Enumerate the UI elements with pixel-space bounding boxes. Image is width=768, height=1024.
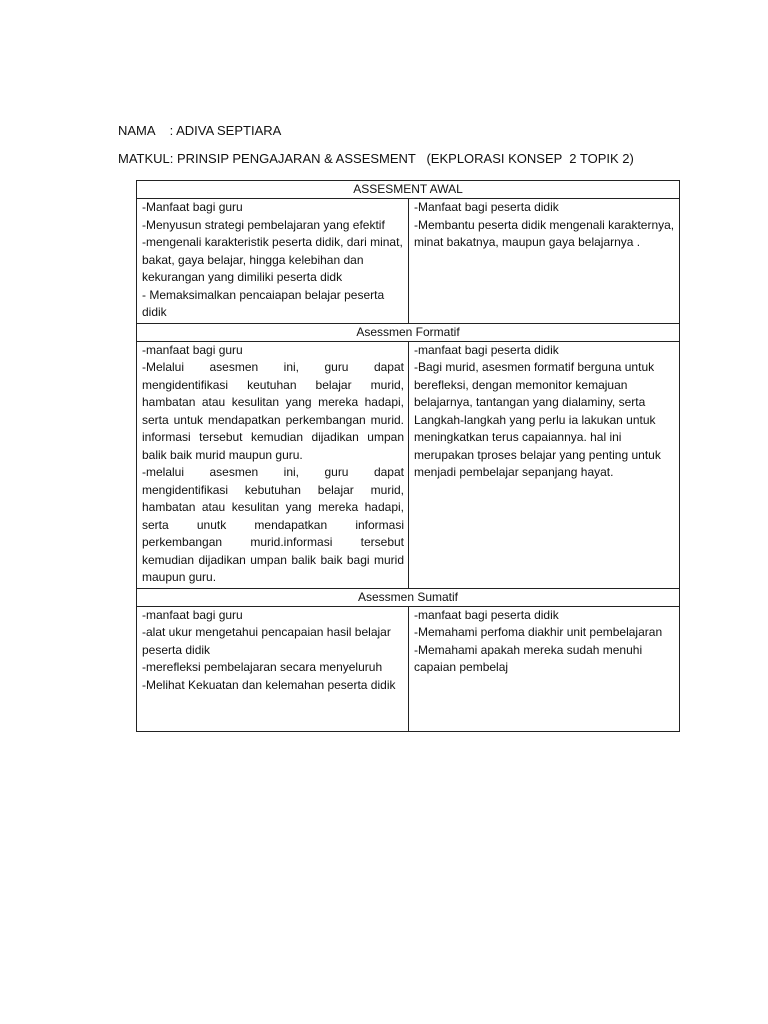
cell-line: -manfaat bagi guru — [142, 342, 243, 357]
cell-line: -Melihat Kekuatan dan kelemahan peserta didik — [142, 677, 396, 692]
teacher-benefits-cell — [137, 341, 409, 588]
cell-line: -Bagi murid, asesmen formatif berguna untuk berefleksi, dengan memonitor kemajuan belajarnya, tantangan yang dialaminy, serta Langkah-langkah yang perlu ia lakukan untuk meningkatkan terus capaiannya. hal ini merupakan tproses belajar yang penting untuk menjadi pembelajar sepanjang hayat. — [414, 360, 661, 479]
student-benefits-cell — [409, 606, 680, 731]
teacher-benefits-cell — [137, 199, 409, 324]
cell-line: -manfaat bagi peserta didik — [414, 342, 559, 357]
cell-line: -Menyusun strategi pembelajaran yang efektif — [142, 217, 385, 232]
cell-line: -melalui asesmen ini, guru dapat mengidentifikasi kebutuhan belajar murid, hambatan atau kesulitan yang mereka hadapi, serta unutk mendapatkan informasi perkembangan murid.informasi tersebut kemudian dijadikan umpan balik baik bagi murid maupun guru. — [142, 465, 404, 584]
section-header-row — [137, 181, 680, 199]
cell-line: -Manfaat bagi peserta didik — [414, 200, 559, 214]
cell-line: -Manfaat bagi guru — [142, 200, 243, 214]
name-value: : ADIVA SEPTIARA — [169, 123, 282, 138]
cell-line: -Melalui asesmen ini, guru dapat mengidentifikasi keutuhan belajar murid, hambatan atau kesulitan yang mereka hadapi, serta untuk mendapatkan perkembangan murid. informasi tersebut kemudian dijadikan umpan balik baik murid maupun guru. — [142, 360, 404, 462]
cell-line: -Memahami perfoma diakhir unit pembelajaran — [414, 625, 663, 639]
course-line: MATKUL: PRINSIP PENGAJARAN & ASSESMENT (EKPLORASI KONSEP 2 TOPIK 2) — [118, 151, 634, 166]
teacher-benefits-cell — [137, 606, 409, 731]
student-benefits-cell — [409, 199, 680, 324]
section-title-assesment-awal: ASSESMENT AWAL — [137, 181, 680, 199]
cell-line: -Memahami apakah mereka sudah menuhi capaian pembelaj — [414, 642, 643, 674]
cell-line: -alat ukur mengetahui pencapaian hasil belajar peserta didik — [142, 625, 391, 657]
section-content-row — [137, 606, 680, 731]
cell-line: -mengenali karakteristik peserta didik, dari minat, bakat, gaya belajar, hingga kelebihan dan kekurangan yang dimiliki peserta didk — [142, 235, 403, 284]
cell-line: -Membantu peserta didik mengenali karakternya, minat bakatnya, maupun gaya belajarnya . — [414, 217, 675, 249]
section-title-asessmen-formatif: Asessmen Formatif — [137, 323, 680, 341]
cell-line: -manfaat bagi peserta didik — [414, 607, 559, 622]
cell-line: -merefleksi pembelajaran secara menyeluruh — [142, 660, 383, 674]
assessment-table — [136, 180, 680, 732]
section-content-row — [137, 199, 680, 324]
student-benefits-cell — [409, 341, 680, 588]
cell-line: - Memaksimalkan pencaiapan belajar peserta didik — [142, 287, 385, 319]
section-title-asessmen-sumatif: Asessmen Sumatif — [137, 588, 680, 606]
name-label: NAMA — [118, 123, 156, 138]
section-header-row — [137, 588, 680, 606]
section-content-row — [137, 341, 680, 588]
cell-line: -manfaat bagi guru — [142, 607, 243, 622]
name-line — [118, 123, 281, 138]
section-header-row — [137, 323, 680, 341]
